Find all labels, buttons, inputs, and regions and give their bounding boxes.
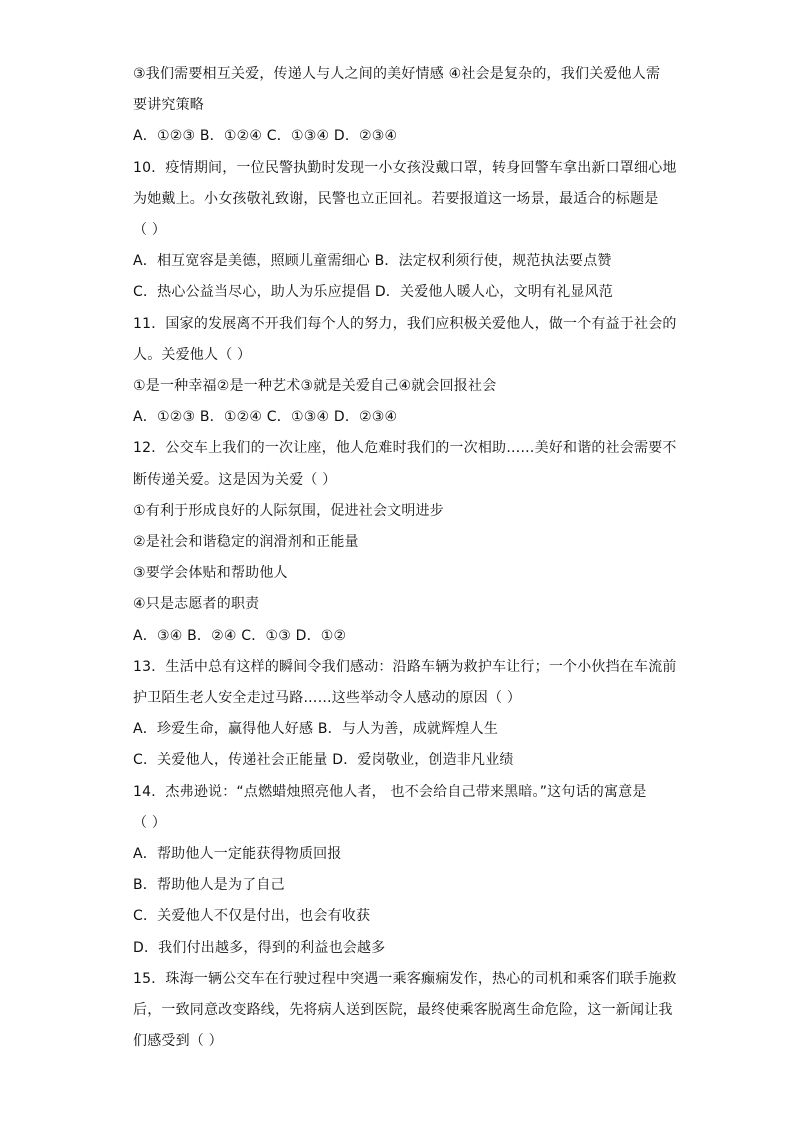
text-line: C．关爱他人，传递社会正能量 D．爱岗敬业，创造非凡业绩 bbox=[133, 752, 514, 769]
text-line: A．①②③ B．①②④ C．①③④ D．②③④ bbox=[133, 409, 398, 426]
text-line: ①是一种幸福②是一种艺术③就是关爱自己④就会回报社会 bbox=[133, 378, 497, 394]
text-line: 后，一致同意改变路线，先将病人送到医院，最终使乘客脱离生命危险，这一新闻让我 bbox=[133, 1002, 673, 1018]
text-line: ②是社会和谐稳定的润滑剂和正能量 bbox=[133, 534, 359, 550]
text-line: A．帮助他人一定能获得物质回报 bbox=[133, 846, 342, 862]
text-line: A．①②③ B．①②④ C．①③④ D．②③④ bbox=[133, 128, 398, 145]
text-line: ③要学会体贴和帮助他人 bbox=[133, 565, 288, 582]
text-line: 们感受到（ ） bbox=[133, 1033, 223, 1050]
text-line: A．③④ B．②④ C．①③ D．①② bbox=[133, 627, 347, 644]
text-line: C．关爱他人不仅是付出，也会有收获 bbox=[133, 908, 371, 925]
text-line: C．热心公益当尽心，助人为乐应提倡 D．关爱他人暖人心，文明有礼显风范 bbox=[133, 284, 614, 301]
text-line: 为她戴上。小女孩敬礼致谢，民警也立正回礼。若要报道这一场景，最适合的标题是 bbox=[133, 190, 659, 207]
text-line: （ ） bbox=[133, 814, 167, 831]
text-line: A．相互宽容是美德，照顾儿童需细心 B．法定权利须行使，规范执法要点赞 bbox=[133, 253, 612, 270]
text-line: B．帮助他人是为了自己 bbox=[133, 877, 285, 894]
text-line: 人。关爱他人（ ） bbox=[133, 346, 252, 363]
text-line: 11．国家的发展离不开我们每个人的努力，我们应积极关爱他人，做一个有益于社会的 bbox=[133, 315, 677, 332]
text-line: 10．疫情期间，一位民警执勤时发现一小女孩没戴口罩，转身回警车拿出新口罩细心地 bbox=[133, 159, 677, 176]
text-line: 13．生活中总有这样的瞬间令我们感动：沿路车辆为救护车让行；一个小伙挡在车流前 bbox=[133, 658, 677, 675]
text-line: A．珍爱生命，赢得他人好感 B．与人为善，成就辉煌人生 bbox=[133, 721, 499, 738]
text-line: ③我们需要相互关爱，传递人与人之间的美好情感 ④社会是复杂的，我们关爱他人需 bbox=[133, 66, 661, 82]
text-line: 14．杰弗逊说：“点燃蜡烛照亮他人者， 也不会给自己带来黑暗。”这句话的寓意是 bbox=[133, 783, 647, 800]
text-line: 要讲究策略 bbox=[133, 97, 204, 114]
text-line: D．我们付出越多，得到的利益也会越多 bbox=[133, 939, 386, 956]
text-line: ①有利于形成良好的人际氛围，促进社会文明进步 bbox=[133, 502, 444, 519]
text-line: ④只是志愿者的职责 bbox=[133, 596, 260, 613]
text-line: 15．珠海一辆公交车在行驶过程中突遇一乘客癫痫发作，热心的司机和乘客们联手施救 bbox=[133, 970, 677, 987]
text-line: 护卫陌生老人安全走过马路……这些举动令人感动的原因（ ） bbox=[133, 690, 522, 706]
text-line: 断传递关爱。这是因为关爱（ ） bbox=[133, 471, 337, 488]
text-line: 12．公交车上我们的一次让座，他人危难时我们的一次相助……美好和谐的社会需要不 bbox=[133, 440, 677, 457]
text-line: （ ） bbox=[133, 222, 167, 238]
